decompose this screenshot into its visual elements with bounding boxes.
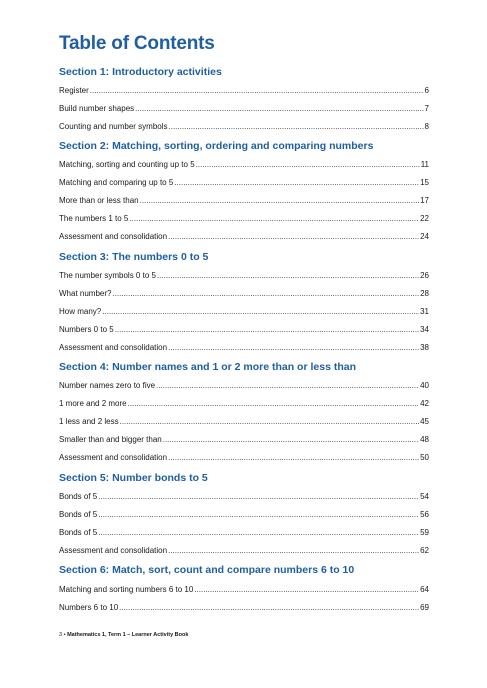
toc-entry-label: Bonds of 5 [59, 492, 98, 501]
toc-entry[interactable] [59, 289, 429, 299]
toc-entry[interactable] [59, 381, 429, 391]
leader-dots [140, 196, 419, 206]
toc-entry-label: Assessment and consolidation [59, 453, 168, 462]
toc-entry-label: Assessment and consolidation [59, 343, 168, 352]
page-title: Table of Contents [59, 33, 215, 54]
toc-entry-page: 40 [420, 381, 429, 390]
section-heading-1: Section 1: Introductory activities [59, 66, 222, 78]
toc-entry-label: Assessment and consolidation [59, 232, 168, 241]
toc-entry[interactable] [59, 325, 429, 335]
leader-dots [98, 492, 419, 502]
toc-entry-page: 22 [420, 214, 429, 223]
toc-entry-page: 31 [420, 307, 429, 316]
toc-entry[interactable] [59, 271, 429, 281]
toc-entry-label: Register [59, 86, 89, 95]
leader-dots [168, 232, 419, 242]
toc-entry[interactable] [59, 86, 429, 96]
toc-entry-label: 1 more and 2 more [59, 399, 127, 408]
section-heading-2: Section 2: Matching, sorting, ordering and comparing numbers [59, 140, 374, 152]
toc-entry[interactable] [59, 214, 429, 224]
leader-dots [156, 381, 419, 391]
toc-entry-page: 62 [420, 546, 429, 555]
toc-entry[interactable] [59, 585, 429, 595]
toc-entry-label: What number? [59, 289, 112, 298]
toc-entry-label: Numbers 6 to 10 [59, 603, 119, 612]
toc-entry[interactable] [59, 160, 429, 170]
toc-entry-page: 28 [420, 289, 429, 298]
toc-entry-page: 56 [420, 510, 429, 519]
toc-entry-label: 1 less and 2 less [59, 417, 119, 426]
toc-entry[interactable] [59, 546, 429, 556]
page-footer [59, 632, 188, 638]
toc-entry-page: 50 [420, 453, 429, 462]
toc-entry-label: The number symbols 0 to 5 [59, 271, 156, 280]
toc-entry-page: 7 [424, 104, 429, 113]
leader-dots [168, 453, 419, 463]
footer-page-number: 3 [59, 632, 63, 638]
leader-dots [112, 289, 419, 299]
toc-entry[interactable] [59, 510, 429, 520]
toc-entry-label: Bonds of 5 [59, 528, 98, 537]
toc-entry-label: How many? [59, 307, 102, 316]
toc-entry[interactable] [59, 399, 429, 409]
toc-entry-page: 11 [420, 160, 429, 169]
section-heading-3: Section 3: The numbers 0 to 5 [59, 251, 209, 263]
leader-dots [102, 307, 419, 317]
leader-dots [196, 160, 420, 170]
toc-entry-page: 59 [420, 528, 429, 537]
leader-dots [115, 325, 419, 335]
toc-entry[interactable] [59, 178, 429, 188]
toc-entry-page: 34 [420, 325, 429, 334]
toc-entry-page: 15 [420, 178, 429, 187]
toc-entry[interactable] [59, 343, 429, 353]
section-heading-4: Section 4: Number names and 1 or 2 more than or less than [59, 361, 356, 373]
leader-dots [168, 343, 419, 353]
toc-entry-label: Assessment and consolidation [59, 546, 168, 555]
leader-dots [90, 86, 424, 96]
toc-entry-label: Counting and number symbols [59, 122, 168, 131]
toc-entry-label: Matching, sorting and counting up to 5 [59, 160, 195, 169]
toc-entry-label: Matching and sorting numbers 6 to 10 [59, 585, 194, 594]
toc-entry[interactable] [59, 603, 429, 613]
toc-entry-label: The numbers 1 to 5 [59, 214, 129, 223]
toc-entry-page: 54 [420, 492, 429, 501]
toc-entry-page: 38 [420, 343, 429, 352]
toc-entry-page: 48 [420, 435, 429, 444]
leader-dots [98, 528, 419, 538]
leader-dots [169, 122, 424, 132]
leader-dots [174, 178, 419, 188]
toc-entry-label: Numbers 0 to 5 [59, 325, 114, 334]
leader-dots [129, 214, 419, 224]
leader-dots [120, 417, 420, 427]
leader-dots [163, 435, 419, 445]
toc-entry[interactable] [59, 528, 429, 538]
footer-bullet: • [63, 632, 66, 638]
toc-entry[interactable] [59, 122, 429, 132]
leader-dots [119, 603, 419, 613]
toc-entry-page: 42 [420, 399, 429, 408]
toc-entry-page: 24 [420, 232, 429, 241]
leader-dots [194, 585, 419, 595]
toc-entry[interactable] [59, 307, 429, 317]
toc-entry[interactable] [59, 492, 429, 502]
toc-entry[interactable] [59, 232, 429, 242]
toc-entry-label: Build number shapes [59, 104, 135, 113]
toc-entry-page: 69 [420, 603, 429, 612]
footer-book-title: Mathematics 1, Term 1 – Learner Activity Book [67, 632, 189, 638]
toc-entry-label: Matching and comparing up to 5 [59, 178, 174, 187]
section-heading-6: Section 6: Match, sort, count and compare numbers 6 to 10 [59, 564, 355, 576]
leader-dots [135, 104, 423, 114]
toc-entry[interactable] [59, 417, 429, 427]
leader-dots [157, 271, 419, 281]
toc-entry-page: 17 [420, 196, 429, 205]
leader-dots [128, 399, 420, 409]
toc-entry-page: 6 [424, 86, 429, 95]
leader-dots [98, 510, 419, 520]
toc-entry-page: 8 [424, 122, 429, 131]
toc-entry[interactable] [59, 435, 429, 445]
toc-entry-label: Number names zero to five [59, 381, 156, 390]
toc-entry[interactable] [59, 196, 429, 206]
leader-dots [168, 546, 419, 556]
toc-entry-page: 26 [420, 271, 429, 280]
toc-entry-page: 45 [420, 417, 429, 426]
toc-entry-page: 64 [420, 585, 429, 594]
section-heading-5: Section 5: Number bonds to 5 [59, 472, 208, 484]
toc-entry-label: Smaller than and bigger than [59, 435, 162, 444]
toc-entry[interactable] [59, 104, 429, 114]
toc-entry-label: More than or less than [59, 196, 139, 205]
toc-entry-label: Bonds of 5 [59, 510, 98, 519]
toc-entry[interactable] [59, 453, 429, 463]
